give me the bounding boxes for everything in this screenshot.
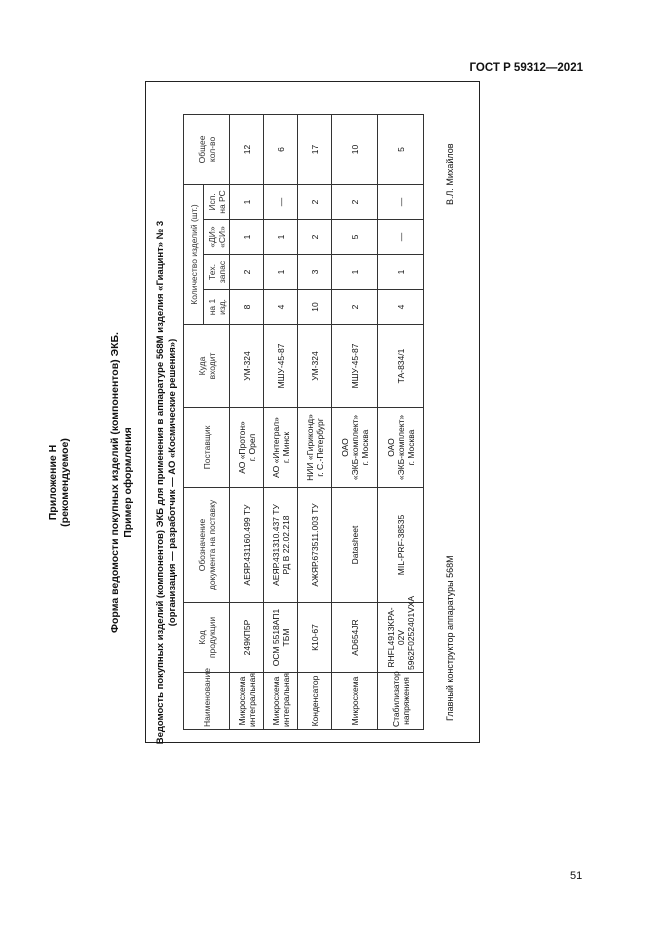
cell-supplier: АО «Протон» г. Орел xyxy=(230,408,264,488)
col-header-total: Общее кол-во xyxy=(184,114,230,184)
col-header-di-si: «ДИ» «СИ» xyxy=(204,220,230,255)
components-table xyxy=(183,114,424,730)
col-header-where: Куда входит xyxy=(184,325,230,408)
cell-designation: АЕЯР.431160.499 ТУ xyxy=(230,488,264,603)
cell-code: AD654JR xyxy=(332,603,378,673)
col-header-designation: Обозначение документа на поставку xyxy=(184,488,230,603)
cell-test: 1 xyxy=(230,184,264,219)
cell-code: 249КП5Р xyxy=(230,603,264,673)
cell-test: 2 xyxy=(332,184,378,219)
table-row xyxy=(378,114,424,729)
cell-per-item: 4 xyxy=(378,290,424,325)
col-header-tech-reserve: Тех. запас xyxy=(204,255,230,290)
cell-where: УМ-324 xyxy=(230,325,264,408)
page-number: 51 xyxy=(570,870,583,882)
col-header-name: Наименование xyxy=(184,673,230,730)
cell-test: — xyxy=(264,184,298,219)
cell-name: Микросхема xyxy=(332,673,378,730)
cell-di: 2 xyxy=(298,220,332,255)
standard-number: ГОСТ Р 59312—2021 xyxy=(469,62,583,74)
cell-test: — xyxy=(378,184,424,219)
cell-di: 1 xyxy=(264,220,298,255)
appendix-title: Приложение Н xyxy=(47,444,59,521)
col-header-per-item: на 1 изд. xyxy=(204,290,230,325)
cell-code: RHFL4913KPA-02V 5962F0252401VXA xyxy=(378,603,424,673)
table-row xyxy=(332,114,378,729)
cell-code: ОСМ 5518АП1 ТБМ xyxy=(264,603,298,673)
cell-name: Микросхема интегральная xyxy=(230,673,264,730)
cell-di: 5 xyxy=(332,220,378,255)
footer-position: Главный конструктор аппаратуры 568М xyxy=(445,555,455,721)
cell-designation: АЖЯР.673511.003 ТУ xyxy=(298,488,332,603)
cell-supplier: АО «Интеграл» г. Минск xyxy=(264,408,298,488)
col-header-supplier: Поставщик xyxy=(184,408,230,488)
cell-name: Микросхема интегральная xyxy=(264,673,298,730)
table-row xyxy=(264,114,298,729)
cell-tech: 1 xyxy=(332,255,378,290)
cell-di: 1 xyxy=(230,220,264,255)
cell-supplier: ОАО «ЭКБ-комплект» г. Москва xyxy=(378,408,424,488)
cell-tech: 2 xyxy=(230,255,264,290)
cell-total: 12 xyxy=(230,114,264,184)
cell-where: УМ-324 xyxy=(298,325,332,408)
cell-di: — xyxy=(378,220,424,255)
cell-per-item: 2 xyxy=(332,290,378,325)
cell-name: Конденсатор xyxy=(298,673,332,730)
appendix-status: (рекомендуемое) xyxy=(59,438,71,527)
table-row xyxy=(298,114,332,729)
col-header-qty-group: Количество изделий (шт.) xyxy=(184,184,204,324)
table-title: Ведомость покупных изделий (компонентов) ЭКБ для применения в аппаратуре 568М изделия «Гиацинт» № 3 xyxy=(155,220,166,745)
cell-code: К10-67 xyxy=(298,603,332,673)
cell-designation: АЕЯР.431310.437 ТУ РД В 22.02.218 xyxy=(264,488,298,603)
cell-name: Стабилизатор напряжения xyxy=(378,673,424,730)
col-header-code: Код продукции xyxy=(184,603,230,673)
cell-supplier: ОАО «ЭКБ-комплект» г. Москва xyxy=(332,408,378,488)
cell-where: ТА-834/1 xyxy=(378,325,424,408)
table-row xyxy=(230,114,264,729)
cell-supplier: НИИ «Гириконд» г. С.-Петербург xyxy=(298,408,332,488)
appendix-subheading: Пример оформления xyxy=(122,427,134,538)
rotated-page-content xyxy=(20,115,460,850)
cell-total: 17 xyxy=(298,114,332,184)
cell-per-item: 4 xyxy=(264,290,298,325)
cell-per-item: 8 xyxy=(230,290,264,325)
cell-where: МШУ-45-87 xyxy=(332,325,378,408)
cell-total: 5 xyxy=(378,114,424,184)
cell-test: 2 xyxy=(298,184,332,219)
cell-tech: 1 xyxy=(378,255,424,290)
cell-designation: Datasheet xyxy=(332,488,378,603)
table-subtitle: (организация — разработчик — АО «Космические решения») xyxy=(167,338,178,627)
cell-total: 6 xyxy=(264,114,298,184)
cell-where: МШУ-45-87 xyxy=(264,325,298,408)
cell-total: 10 xyxy=(332,114,378,184)
appendix-heading: Форма ведомости покупных изделий (компонентов) ЭКБ. xyxy=(109,332,121,633)
cell-tech: 1 xyxy=(264,255,298,290)
cell-per-item: 10 xyxy=(298,290,332,325)
col-header-test-rs: Исп. на РС xyxy=(204,184,230,219)
footer-signer: В.Л. Михайлов xyxy=(445,143,455,205)
cell-designation: MIL-PRF-38535 xyxy=(378,488,424,603)
cell-tech: 3 xyxy=(298,255,332,290)
